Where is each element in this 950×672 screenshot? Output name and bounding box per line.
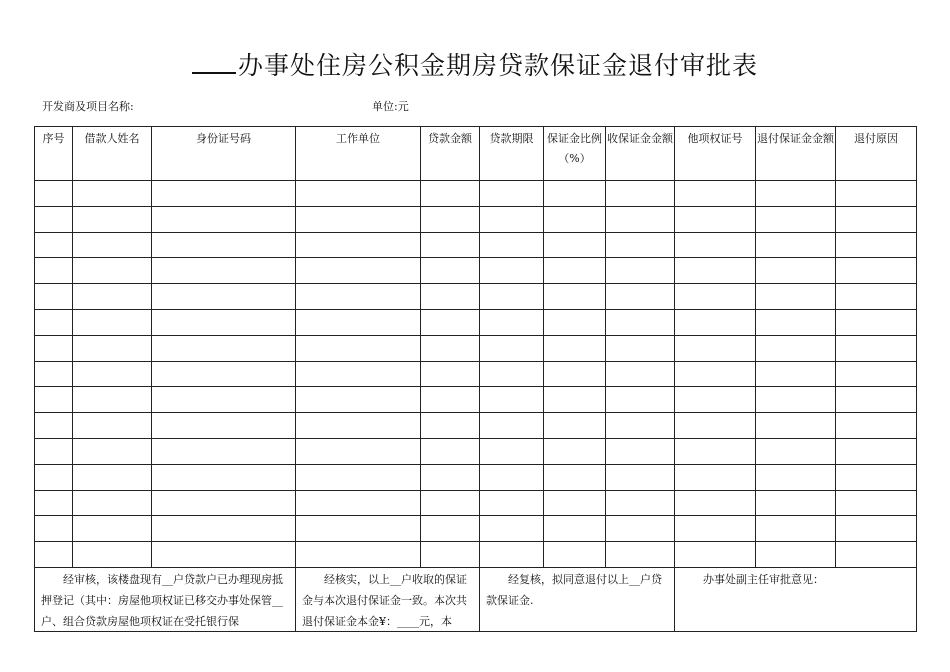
table-cell[interactable]	[421, 309, 480, 335]
table-row	[35, 309, 917, 335]
table-cell[interactable]	[675, 232, 756, 258]
header-deposit-ratio: 保证金比例（%）	[544, 127, 606, 181]
table-cell[interactable]	[152, 232, 296, 258]
table-cell[interactable]	[675, 542, 756, 568]
table-cell[interactable]	[73, 387, 152, 413]
table-cell[interactable]	[544, 438, 606, 464]
table-cell[interactable]	[675, 181, 756, 207]
table-cell[interactable]	[836, 181, 917, 207]
table-cell[interactable]	[421, 542, 480, 568]
table-cell[interactable]	[152, 284, 296, 310]
table-cell[interactable]	[152, 206, 296, 232]
table-cell[interactable]	[480, 361, 544, 387]
table-cell[interactable]	[675, 335, 756, 361]
table-row	[35, 464, 917, 490]
table-cell[interactable]	[480, 258, 544, 284]
header-row	[35, 127, 917, 181]
table-cell[interactable]	[836, 516, 917, 542]
table-cell[interactable]	[296, 413, 421, 439]
table-row	[35, 542, 917, 568]
table-cell[interactable]	[544, 516, 606, 542]
table-cell[interactable]	[152, 413, 296, 439]
table-cell[interactable]	[480, 464, 544, 490]
table-cell[interactable]	[756, 361, 836, 387]
header-employer: 工作单位	[296, 127, 421, 181]
table-cell[interactable]	[836, 361, 917, 387]
table-cell[interactable]	[296, 516, 421, 542]
table-cell[interactable]	[35, 284, 73, 310]
table-cell[interactable]	[421, 284, 480, 310]
table-cell[interactable]	[544, 387, 606, 413]
table-cell[interactable]	[756, 206, 836, 232]
table-cell[interactable]	[35, 206, 73, 232]
table-cell[interactable]	[421, 387, 480, 413]
table-cell[interactable]	[544, 413, 606, 439]
table-cell[interactable]	[756, 181, 836, 207]
table-cell[interactable]	[296, 206, 421, 232]
table-cell[interactable]	[421, 438, 480, 464]
form-title-text: 办事处住房公积金期房贷款保证金退付审批表	[237, 51, 758, 80]
table-row	[35, 490, 917, 516]
table-cell[interactable]	[675, 516, 756, 542]
table-cell[interactable]	[756, 232, 836, 258]
table-cell[interactable]	[606, 361, 675, 387]
table-cell[interactable]	[675, 438, 756, 464]
table-cell[interactable]	[152, 387, 296, 413]
table-cell[interactable]	[606, 464, 675, 490]
table-cell[interactable]	[675, 361, 756, 387]
table-cell[interactable]	[296, 490, 421, 516]
table-row	[35, 413, 917, 439]
table-cell[interactable]	[35, 516, 73, 542]
table-cell[interactable]	[421, 181, 480, 207]
table-cell[interactable]	[675, 464, 756, 490]
table-cell[interactable]	[480, 516, 544, 542]
table-cell[interactable]	[421, 335, 480, 361]
table-cell[interactable]	[480, 542, 544, 568]
table-cell[interactable]	[480, 438, 544, 464]
header-loan-term: 贷款期限	[480, 127, 544, 181]
table-row	[35, 232, 917, 258]
table-cell[interactable]	[544, 284, 606, 310]
table-cell[interactable]	[756, 413, 836, 439]
table-cell[interactable]	[296, 181, 421, 207]
table-cell[interactable]	[756, 387, 836, 413]
table-cell[interactable]	[836, 206, 917, 232]
table-cell[interactable]	[606, 542, 675, 568]
table-row	[35, 284, 917, 310]
table-cell[interactable]	[73, 181, 152, 207]
table-cell[interactable]	[606, 387, 675, 413]
footer-verification-opinion: 经核实，以上__户收取的保证金与本次退付保证金一致。本次共退付保证金本金¥：____元，本	[296, 567, 480, 631]
table-cell[interactable]	[152, 516, 296, 542]
table-cell[interactable]	[35, 309, 73, 335]
table-row	[35, 258, 917, 284]
title-blank-line	[192, 54, 236, 74]
table-cell[interactable]	[606, 490, 675, 516]
table-row	[35, 181, 917, 207]
table-cell[interactable]	[296, 438, 421, 464]
table-cell[interactable]	[756, 490, 836, 516]
table-cell[interactable]	[836, 413, 917, 439]
table-cell[interactable]	[675, 206, 756, 232]
table-cell[interactable]	[73, 206, 152, 232]
header-loan-amount: 贷款金额	[421, 127, 480, 181]
table-row	[35, 335, 917, 361]
table-cell[interactable]	[756, 309, 836, 335]
table-row	[35, 206, 917, 232]
table-cell[interactable]	[544, 335, 606, 361]
table-cell[interactable]	[35, 438, 73, 464]
table-cell[interactable]	[152, 258, 296, 284]
table-cell[interactable]	[606, 181, 675, 207]
table-cell[interactable]	[836, 542, 917, 568]
table-row	[35, 516, 917, 542]
table-cell[interactable]	[296, 258, 421, 284]
table-cell[interactable]	[544, 258, 606, 284]
table-cell[interactable]	[544, 309, 606, 335]
header-seq: 序号	[35, 127, 73, 181]
table-row	[35, 438, 917, 464]
table-cell[interactable]	[756, 438, 836, 464]
table-row	[35, 387, 917, 413]
table-cell[interactable]	[836, 309, 917, 335]
table-cell[interactable]	[35, 361, 73, 387]
table-cell[interactable]	[544, 542, 606, 568]
table-cell[interactable]	[73, 464, 152, 490]
table-cell[interactable]	[35, 464, 73, 490]
table-cell[interactable]	[152, 181, 296, 207]
table-cell[interactable]	[152, 335, 296, 361]
table-cell[interactable]	[421, 413, 480, 439]
table-cell[interactable]	[421, 361, 480, 387]
table-cell[interactable]	[73, 361, 152, 387]
table-cell[interactable]	[421, 206, 480, 232]
table-cell[interactable]	[544, 181, 606, 207]
table-cell[interactable]	[606, 258, 675, 284]
developer-project-label: 开发商及项目名称:	[42, 100, 134, 113]
approval-table	[34, 126, 917, 632]
table-cell[interactable]	[836, 490, 917, 516]
table-cell[interactable]	[421, 258, 480, 284]
approval-footer-row	[35, 567, 917, 631]
table-cell[interactable]	[152, 309, 296, 335]
table-cell[interactable]	[73, 232, 152, 258]
table-cell[interactable]	[606, 335, 675, 361]
table-cell[interactable]	[296, 335, 421, 361]
table-cell[interactable]	[756, 542, 836, 568]
table-cell[interactable]	[544, 464, 606, 490]
table-cell[interactable]	[152, 464, 296, 490]
footer-review-opinion: 经复核，拟同意退付以上__户贷款保证金.	[480, 567, 675, 631]
table-cell[interactable]	[480, 206, 544, 232]
table-cell[interactable]	[544, 490, 606, 516]
table-cell[interactable]	[296, 361, 421, 387]
table-cell[interactable]	[836, 387, 917, 413]
table-cell[interactable]	[296, 309, 421, 335]
table-cell[interactable]	[73, 438, 152, 464]
table-cell[interactable]	[675, 309, 756, 335]
table-cell[interactable]	[480, 387, 544, 413]
table-cell[interactable]	[756, 516, 836, 542]
header-borrower-name: 借款人姓名	[73, 127, 152, 181]
table-cell[interactable]	[35, 232, 73, 258]
table-cell[interactable]	[480, 335, 544, 361]
table-cell[interactable]	[35, 335, 73, 361]
table-cell[interactable]	[675, 490, 756, 516]
table-cell[interactable]	[544, 232, 606, 258]
table-cell[interactable]	[296, 542, 421, 568]
table-cell[interactable]	[296, 464, 421, 490]
table-cell[interactable]	[421, 490, 480, 516]
table-cell[interactable]	[675, 387, 756, 413]
table-cell[interactable]	[73, 490, 152, 516]
table-cell[interactable]	[480, 490, 544, 516]
table-cell[interactable]	[152, 361, 296, 387]
table-cell[interactable]	[35, 413, 73, 439]
unit-label: 单位:元	[372, 100, 409, 113]
table-cell[interactable]	[836, 438, 917, 464]
table-cell[interactable]	[296, 387, 421, 413]
table-cell[interactable]	[756, 335, 836, 361]
table-cell[interactable]	[421, 464, 480, 490]
table-cell[interactable]	[480, 309, 544, 335]
footer-audit-opinion: 经审核，该楼盘现有__户贷款户已办理现房抵押登记（其中：房屋他项权证已移交办事处保管__户、组合贷款房屋他项权证在受托银行保	[35, 567, 296, 631]
table-cell[interactable]	[480, 284, 544, 310]
table-cell[interactable]	[836, 464, 917, 490]
table-cell[interactable]	[296, 284, 421, 310]
table-cell[interactable]	[73, 516, 152, 542]
table-cell[interactable]	[35, 542, 73, 568]
table-cell[interactable]	[606, 309, 675, 335]
table-cell[interactable]	[73, 335, 152, 361]
table-cell[interactable]	[606, 206, 675, 232]
table-cell[interactable]	[480, 181, 544, 207]
header-id-number: 身份证号码	[152, 127, 296, 181]
table-cell[interactable]	[35, 181, 73, 207]
table-cell[interactable]	[152, 542, 296, 568]
table-cell[interactable]	[836, 335, 917, 361]
table-cell[interactable]	[756, 258, 836, 284]
table-cell[interactable]	[606, 413, 675, 439]
table-cell[interactable]	[35, 387, 73, 413]
table-cell[interactable]	[675, 258, 756, 284]
table-cell[interactable]	[73, 542, 152, 568]
table-cell[interactable]	[73, 413, 152, 439]
table-cell[interactable]	[756, 284, 836, 310]
table-cell[interactable]	[480, 232, 544, 258]
footer-deputy-director-opinion: 办事处副主任审批意见：	[675, 567, 917, 631]
header-refund-reason: 退付原因	[836, 127, 917, 181]
table-cell[interactable]	[606, 284, 675, 310]
table-cell[interactable]	[606, 232, 675, 258]
table-cell[interactable]	[480, 413, 544, 439]
table-cell[interactable]	[152, 490, 296, 516]
table-row	[35, 361, 917, 387]
table-cell[interactable]	[35, 490, 73, 516]
table-cell[interactable]	[35, 258, 73, 284]
table-cell[interactable]	[756, 464, 836, 490]
table-cell[interactable]	[606, 438, 675, 464]
table-cell[interactable]	[544, 206, 606, 232]
table-cell[interactable]	[606, 516, 675, 542]
table-cell[interactable]	[836, 232, 917, 258]
table-cell[interactable]	[152, 438, 296, 464]
table-cell[interactable]	[675, 413, 756, 439]
table-cell[interactable]	[544, 361, 606, 387]
table-cell[interactable]	[421, 232, 480, 258]
table-cell[interactable]	[73, 309, 152, 335]
table-cell[interactable]	[421, 516, 480, 542]
header-deposit-collected: 收保证金金额	[606, 127, 675, 181]
table-cell[interactable]	[836, 284, 917, 310]
form-title	[0, 46, 950, 82]
header-refund-amount: 退付保证金金额	[756, 127, 836, 181]
table-cell[interactable]	[836, 258, 917, 284]
table-cell[interactable]	[73, 284, 152, 310]
table-cell[interactable]	[296, 232, 421, 258]
table-cell[interactable]	[73, 258, 152, 284]
table-cell[interactable]	[675, 284, 756, 310]
header-collateral-cert: 他项权证号	[675, 127, 756, 181]
